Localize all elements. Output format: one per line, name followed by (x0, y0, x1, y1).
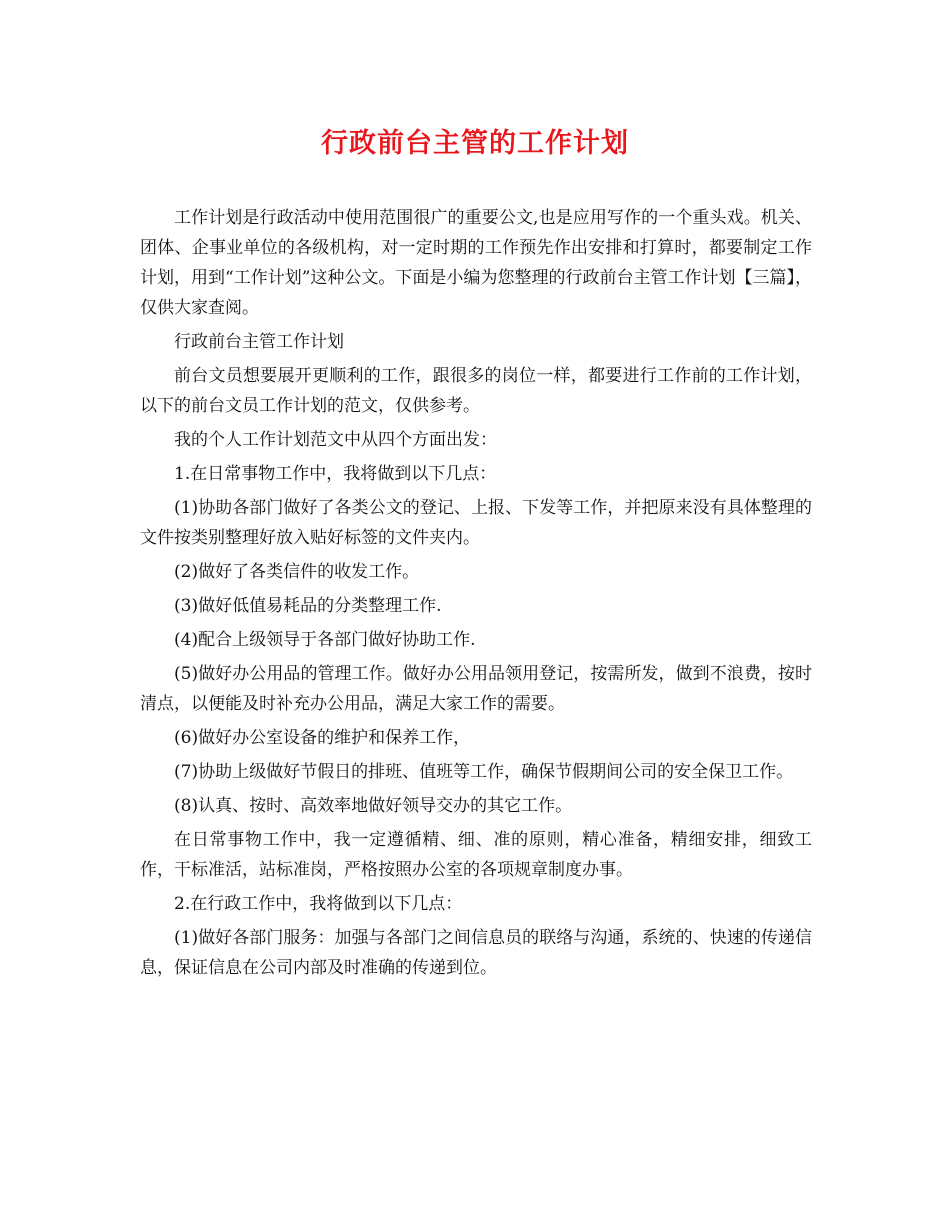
paragraph-intro: 工作计划是行政活动中使用范围很广的重要公文,也是应用写作的一个重头戏。机关、团体、企事业单位的各级机构，对一定时期的工作预先作出安排和打算时，都要制定工作计划，用到“工作计划”这种公文。下面是小编为您整理的行政前台主管工作计划【三篇】，仅供大家查阅。 (140, 208, 812, 318)
list-item: (1)协助各部门做好了各类公文的登记、上报、下发等工作，并把原来没有具体整理的文件按类别整理好放入贴好标签的文件夹内。 (140, 498, 812, 548)
paragraph-point-2-heading: 2.在行政工作中，我将做到以下几点： (174, 894, 463, 914)
list-item: (1)做好各部门服务：加强与各部门之间信息员的联络与沟通，系统的、快速的传递信息，保证信息在公司内部及时准确的传递到位。 (140, 928, 812, 978)
list-item: (4)配合上级领导于各部门做好协助工作. (174, 630, 476, 650)
list-item: (2)做好了各类信件的收发工作。 (174, 562, 420, 582)
paragraph: 我的个人工作计划范文中从四个方面出发： (174, 430, 497, 450)
list-item: (3)做好低值易耗品的分类整理工作. (174, 596, 442, 616)
document-body (140, 203, 812, 987)
paragraph: 前台文员想要展开更顺利的工作，跟很多的岗位一样，都要进行工作前的工作计划，以下的前台文员工作计划的范文，仅供参考。 (140, 366, 812, 416)
document-title: 行政前台主管的工作计划 (321, 128, 629, 159)
list-item: (8)认真、按时、高效率地做好领导交办的其它工作。 (174, 796, 573, 816)
list-item: (6)做好办公室设备的维护和保养工作， (174, 728, 471, 748)
paragraph-section-heading: 行政前台主管工作计划 (174, 332, 344, 352)
paragraph: 在日常事物工作中，我一定遵循精、细、准的原则，精心准备，精细安排，细致工作，干标准活，站标准岗，严格按照办公室的各项规章制度办事。 (140, 830, 812, 880)
list-item: (7)协助上级做好节假日的排班、值班等工作，确保节假期间公司的安全保卫工作。 (174, 762, 794, 782)
paragraph-point-1-heading: 1.在日常事物工作中，我将做到以下几点： (174, 464, 497, 484)
list-item: (5)做好办公用品的管理工作。做好办公用品领用登记，按需所发，做到不浪费，按时清点，以便能及时补充办公用品，满足大家工作的需要。 (140, 664, 812, 714)
